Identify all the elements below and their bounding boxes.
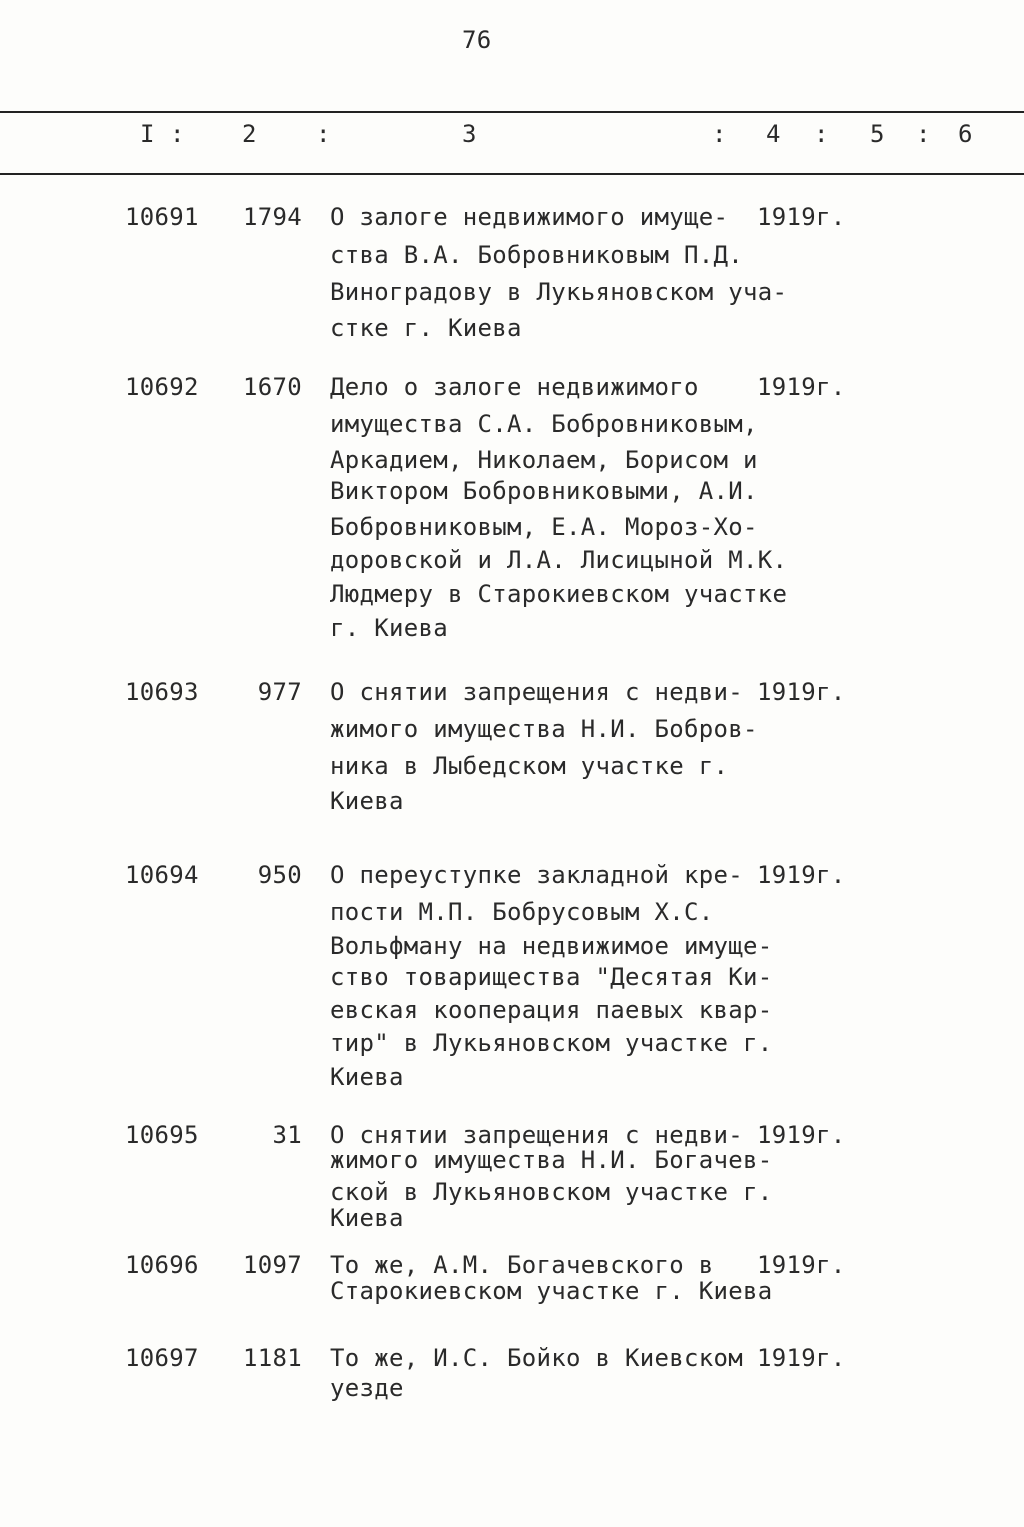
entry-title-line: О снятии запрещения с недви- bbox=[330, 1121, 743, 1149]
entry-title-line: Киева bbox=[330, 1063, 404, 1091]
entry-title-line: О переуступке закладной кре- bbox=[330, 861, 743, 889]
entry-date: 1919г. bbox=[757, 1251, 846, 1279]
entry-title-line: Бобровниковым, Е.А. Мороз-Хо- bbox=[330, 513, 758, 541]
column-separator: : bbox=[712, 120, 727, 148]
header-top-rule bbox=[0, 111, 1024, 113]
entry-title-line: евская кооперация паевых квар- bbox=[330, 996, 773, 1024]
entry-title-line: имущества С.А. Бобровниковым, bbox=[330, 410, 758, 438]
column-separator: : bbox=[916, 120, 931, 148]
column-header-4: 4 bbox=[766, 120, 781, 148]
entry-title-line: То же, И.С. Бойко в Киевском bbox=[330, 1344, 743, 1372]
entry-title-line: стке г. Киева bbox=[330, 314, 522, 342]
entry-title-line: Вольфману на недвижимое имуще- bbox=[330, 932, 773, 960]
sheet-count: 1670 bbox=[243, 373, 302, 401]
header-bottom-rule bbox=[0, 173, 1024, 175]
entry-date: 1919г. bbox=[757, 1121, 846, 1149]
entry-title-line: О снятии запрещения с недви- bbox=[330, 678, 743, 706]
column-header-5: 5 bbox=[870, 120, 885, 148]
entry-title-line: г. Киева bbox=[330, 614, 448, 642]
entry-title-line: Виноградову в Лукьяновском уча- bbox=[330, 278, 788, 306]
entry-title-line: пости М.П. Бобрусовым Х.С. bbox=[330, 898, 714, 926]
entry-title-line: Старокиевском участке г. Киева bbox=[330, 1277, 773, 1305]
column-header-1: I bbox=[140, 120, 155, 148]
entry-title-line: ника в Лыбедском участке г. bbox=[330, 752, 729, 780]
entry-number: 10695 bbox=[125, 1121, 199, 1149]
sheet-count: 977 bbox=[257, 678, 302, 706]
entry-date: 1919г. bbox=[757, 861, 846, 889]
entry-number: 10692 bbox=[125, 373, 199, 401]
entry-title-line: Киева bbox=[330, 787, 404, 815]
entry-title-line: Дело о залоге недвижимого bbox=[330, 373, 699, 401]
column-header-6: 6 bbox=[958, 120, 973, 148]
entry-number: 10691 bbox=[125, 203, 199, 231]
sheet-count: 1097 bbox=[243, 1251, 302, 1279]
entry-number: 10697 bbox=[125, 1344, 199, 1372]
sheet-count: 950 bbox=[257, 861, 302, 889]
entry-title-line: Виктором Бобровниковыми, А.И. bbox=[330, 477, 758, 505]
column-separator: : bbox=[316, 120, 331, 148]
entry-title-line: То же, А.М. Богачевского в bbox=[330, 1251, 714, 1279]
entry-date: 1919г. bbox=[757, 373, 846, 401]
entry-title-line: жимого имущества Н.И. Бобров- bbox=[330, 715, 758, 743]
entry-title-line: уезде bbox=[330, 1374, 404, 1402]
entry-title-line: доровской и Л.А. Лисицыной М.К. bbox=[330, 546, 788, 574]
entry-number: 10696 bbox=[125, 1251, 199, 1279]
entry-date: 1919г. bbox=[757, 678, 846, 706]
column-header-3: 3 bbox=[462, 120, 477, 148]
sheet-count: 31 bbox=[272, 1121, 302, 1149]
entry-number: 10693 bbox=[125, 678, 199, 706]
entry-date: 1919г. bbox=[757, 203, 846, 231]
column-header-2: 2 bbox=[242, 120, 257, 148]
column-separator: : bbox=[814, 120, 829, 148]
entry-title-line: тир" в Лукьяновском участке г. bbox=[330, 1029, 773, 1057]
entry-title-line: жимого имущества Н.И. Богачев- bbox=[330, 1146, 773, 1174]
entry-title-line: Людмеру в Старокиевском участке bbox=[330, 580, 788, 608]
entry-title-line: Киева bbox=[330, 1204, 404, 1232]
entry-number: 10694 bbox=[125, 861, 199, 889]
entry-title-line: ство товарищества "Десятая Ки- bbox=[330, 963, 773, 991]
entry-title-line: ства В.А. Бобровниковым П.Д. bbox=[330, 241, 743, 269]
page-number: 76 bbox=[462, 26, 492, 54]
entry-title-line: О залоге недвижимого имуще- bbox=[330, 203, 729, 231]
sheet-count: 1181 bbox=[243, 1344, 302, 1372]
entry-date: 1919г. bbox=[757, 1344, 846, 1372]
entry-title-line: ской в Лукьяновском участке г. bbox=[330, 1178, 773, 1206]
sheet-count: 1794 bbox=[243, 203, 302, 231]
entry-title-line: Аркадием, Николаем, Борисом и bbox=[330, 446, 758, 474]
column-separator: : bbox=[170, 120, 185, 148]
